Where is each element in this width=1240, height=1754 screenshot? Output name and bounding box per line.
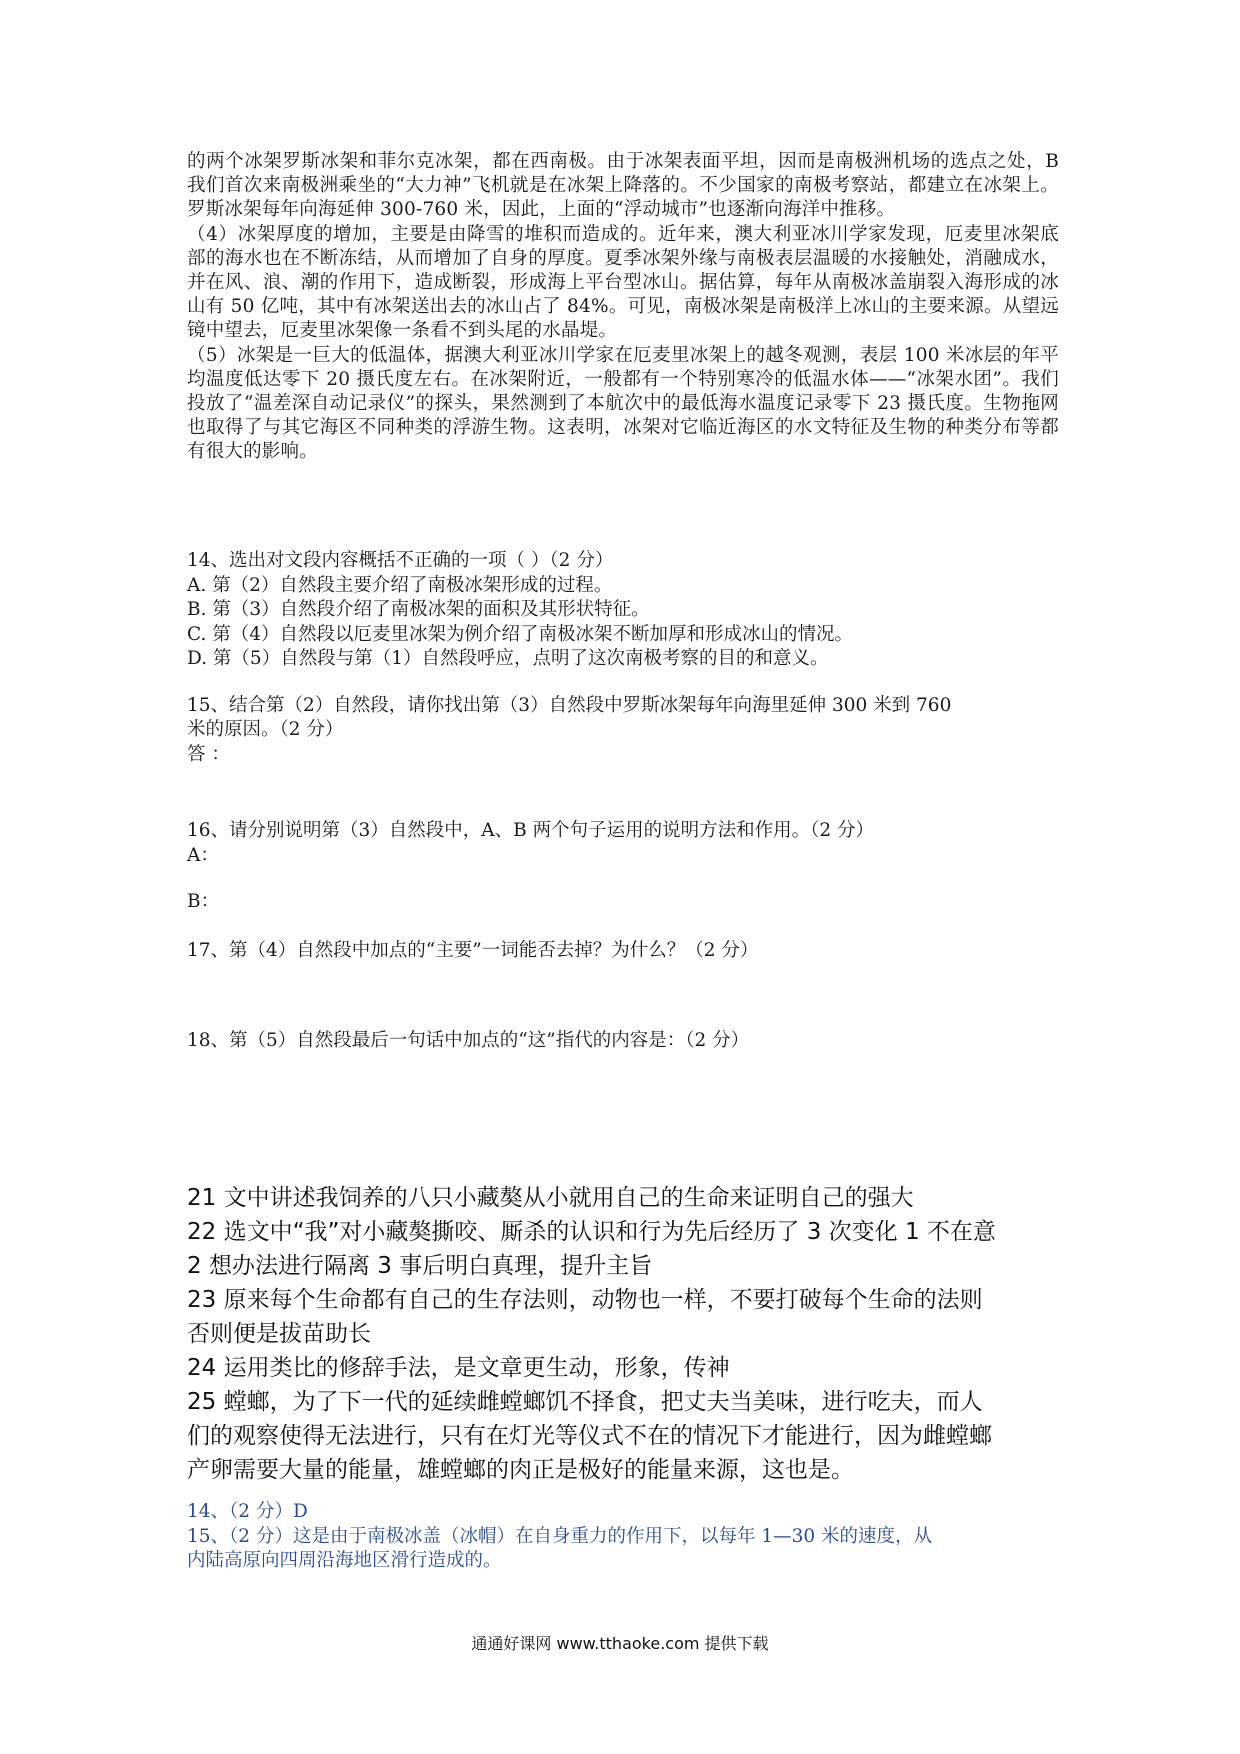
- reading-passage: [187, 150, 1059, 465]
- answer-label: 答 ：: [187, 743, 230, 765]
- question-16-a: A：: [187, 844, 219, 866]
- paragraph-5: （5）冰架是一巨大的低温体，据澳大利亚冰川学家在厄麦里冰架上的越冬观测，表层 100 米冰层的年平均温度低达零下 20 摄氏度左右。在冰架附近，一般都有一个特别寒冷的低温水体——“冰架水团”。我们投放了“温差深自动记录仪”的探头，果然测到了本航次中的最低海水温度记录零下 23 摄氏度。生物拖网也取得了与其它海区不同种类的浮游生物。这表明，冰架对它临近海区的水文特征及生物的种类分布等都有很大的影响。: [187, 344, 1059, 463]
- question-15: 15、结合第（2）自然段，请你找出第（3）自然段中罗斯冰架每年向海里延伸 300 米到 760: [187, 694, 952, 716]
- student-answers: [187, 1181, 1067, 1487]
- paragraph-4: （4）冰架厚度的增加，主要是由降雪的堆积而造成的。近年来，澳大利亚冰川学家发现，厄麦里冰架底部的海水也在不断冻结，从而增加了自身的厚度。夏季冰架外缘与南极表层温暖的水接触处，消融成水，并在风、浪、潮的作用下，造成断裂，形成海上平台型冰山。据估算，每年从南极冰盖崩裂入海形成的冰山有 50 亿吨，其中有冰架送出去的冰山占了 84%。可见，南极冰架是南极洋上冰山的主要来源。从望远镜中望去，厄麦里冰架像一条看不到头尾的水晶堤。: [187, 223, 1059, 342]
- answer-25-continued-2: 产卵需要大量的能量，雄螳螂的肉正是极好的能量来源，这也是。: [187, 1457, 854, 1483]
- answer-25-continued-1: 们的观察使得无法进行，只有在灯光等仪式不在的情况下才能进行，因为雌螳螂: [187, 1423, 992, 1449]
- question-section: [187, 549, 1067, 1054]
- answer-23: 23 原来每个生命都有自己的生存法则，动物也一样，不要打破每个生命的法则: [187, 1287, 983, 1313]
- question-14-option-a: A. 第（2）自然段主要介绍了南极冰架形成的过程。: [187, 574, 613, 596]
- question-15-continued: 米的原因。（2 分）: [187, 719, 344, 740]
- answer-25: 25 螳螂，为了下一代的延续雌螳螂饥不择食，把丈夫当美味，进行吃夫，而人: [187, 1389, 983, 1415]
- question-14: 14、选出对文段内容概括不正确的一项（ ）（2 分）: [187, 550, 614, 571]
- answer-23-continued: 否则便是拔苗助长: [187, 1321, 371, 1347]
- answer-key-15: 15、（2 分）这是由于南极冰盖（冰帽）在自身重力的作用下，以每年 1—30 米的速度，从: [187, 1525, 933, 1547]
- answer-key-14: 14、（2 分）D: [187, 1501, 308, 1522]
- answer-key-15-continued: 内陆高原向四周沿海地区滑行造成的。: [187, 1550, 502, 1571]
- answer-24: 24 运用类比的修辞手法，是文章更生动，形象，传神: [187, 1355, 730, 1381]
- question-16: 16、请分别说明第（3）自然段中，A、B 两个句子运用的说明方法和作用。（2 分）: [187, 820, 875, 841]
- answer-22-continued: 2 想办法进行隔离 3 事后明白真理，提升主旨: [187, 1253, 653, 1279]
- question-14-option-b: B. 第（3）自然段介绍了南极冰架的面积及其形状特征。: [187, 599, 650, 620]
- question-16-b: B：: [187, 891, 220, 912]
- question-14-option-d: D. 第（5）自然段与第（1）自然段呼应，点明了这次南极考察的目的和意义。: [187, 648, 829, 669]
- paragraph-3-tail: 的两个冰架罗斯冰架和菲尔克冰架，都在西南极。由于冰架表面平坦，因而是南极洲机场的选点之处，B 我们首次来南极洲乘坐的“大力神”飞机就是在冰架上降落的。不少国家的南极考察站，都建立在冰架上。罗斯冰架每年向海延伸 300-760 米，因此，上面的“浮动城市”也逐渐向海洋中推移。: [187, 151, 1059, 221]
- page-footer: 通通好课网 www.tthaoke.com 提供下载: [471, 1634, 769, 1653]
- answer-22: 22 选文中“我”对小藏獒撕咬、厮杀的认识和行为先后经历了 3 次变化 1 不在意: [187, 1219, 996, 1245]
- answer-key: [187, 1500, 1067, 1574]
- question-17: 17、第（4）自然段中加点的“主要”一词能否去掉？为什么？（2 分）: [187, 939, 759, 961]
- question-14-option-c: C. 第（4）自然段以厄麦里冰架为例介绍了南极冰架不断加厚和形成冰山的情况。: [187, 623, 854, 645]
- answer-21: 21 文中讲述我饲养的八只小藏獒从小就用自己的生命来证明自己的强大: [187, 1185, 914, 1211]
- question-18: 18、第（5）自然段最后一句话中加点的“这”指代的内容是：（2 分）: [187, 1030, 750, 1051]
